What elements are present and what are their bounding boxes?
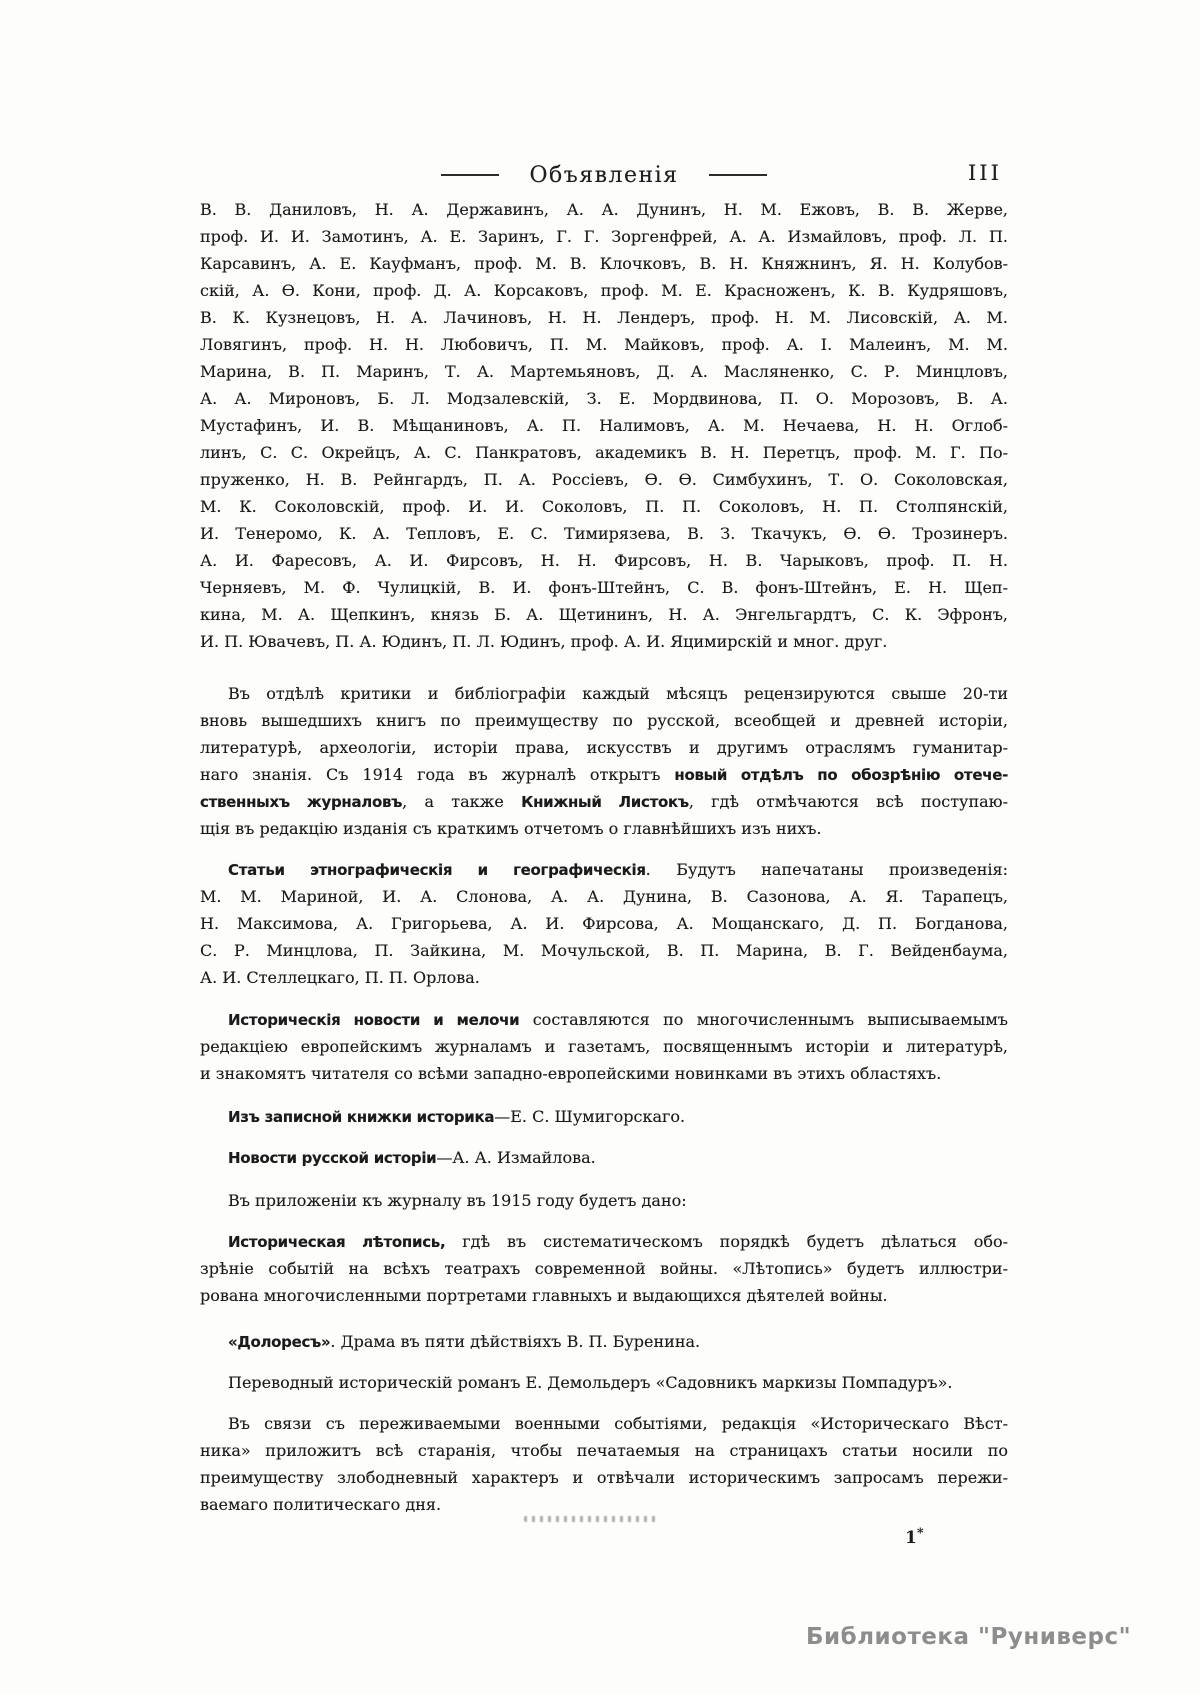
text-run: А. И. Фаресовъ, А. И. Фирсовъ, Н. Н. Фирсовъ, Н. В. Чарыковъ, проф. П. Н. <box>200 551 1008 570</box>
text-run: проф. И. И. Замотинъ, А. Е. Заринъ, Г. Г. Зоргенфрей, А. А. Измайловъ, проф. Л. П. <box>200 227 1008 246</box>
text-line <box>200 520 1008 547</box>
text-line <box>200 680 1008 707</box>
text-line <box>200 1187 1008 1214</box>
text-line <box>200 1060 1008 1087</box>
text-line <box>200 707 1008 734</box>
text-line <box>200 1464 1008 1491</box>
library-watermark: Библиотека "Руниверс" <box>806 1624 1132 1650</box>
bold-text-run: ственныхъ журналовъ <box>200 793 403 811</box>
text-run: пруженко, Н. В. Рейнгардъ, П. А. Россіевъ, Ѳ. Ѳ. Симбухинъ, Т. О. Соколовская, <box>200 470 1008 489</box>
text-line <box>200 1103 1008 1130</box>
text-run: Н. Максимова, А. Григорьева, А. И. Фирсова, А. Мощанскаго, Д. П. Богданова, <box>200 914 1008 933</box>
header-rule-left <box>441 174 499 176</box>
text-line <box>200 277 1008 304</box>
text-run: литературѣ, археологіи, исторіи права, искусствъ и другимъ отраслямъ гуманитар- <box>200 738 1008 757</box>
text-line <box>200 1255 1008 1282</box>
text-line <box>200 493 1008 520</box>
text-line <box>200 788 1008 815</box>
text-run: В. В. Даниловъ, Н. А. Державинъ, А. А. Дунинъ, Н. М. Ежовъ, В. В. Жерве, <box>200 200 1008 219</box>
text-line <box>200 1228 1008 1255</box>
text-line <box>200 466 1008 493</box>
text-run: Въ отдѣлѣ критики и библіографіи каждый мѣсяцъ рецензируются свыше 20-ти <box>228 684 1008 703</box>
paragraph <box>200 1328 1008 1355</box>
text-run: Переводный историческій романъ Е. Демольдеръ «Садовникъ маркизы Помпадуръ». <box>228 1373 953 1392</box>
text-run: И. П. Ювачевъ, П. А. Юдинъ, П. Л. Юдинъ, проф. А. И. Яцимирскій и мног. друг. <box>200 632 888 651</box>
text-line <box>200 883 1008 910</box>
paragraph <box>200 1103 1008 1130</box>
bold-text-run: Историческая лѣтопись, <box>228 1233 446 1251</box>
text-run: , гдѣ отмѣчаются всѣ поступаю- <box>688 792 1008 811</box>
text-line <box>200 196 1008 223</box>
text-line <box>200 964 1008 991</box>
text-run: составляются по многочисленнымъ выписываемымъ <box>519 1010 1008 1029</box>
text-line <box>200 223 1008 250</box>
text-line <box>200 1006 1008 1033</box>
text-line <box>200 1369 1008 1396</box>
text-run: ваемаго политическаго дня. <box>200 1495 442 1514</box>
signature-mark <box>905 1526 924 1548</box>
text-line <box>200 1144 1008 1171</box>
text-run: Мустафинъ, И. В. Мѣщаниновъ, А. П. Налимовъ, А. М. Нечаева, Н. Н. Оглоб- <box>200 416 1008 435</box>
text-run: А. И. Стеллецкаго, П. П. Орлова. <box>200 968 480 987</box>
bold-text-run: новый отдѣлъ по обозрѣнію отече- <box>674 766 1008 784</box>
text-line <box>200 734 1008 761</box>
text-line <box>200 385 1008 412</box>
text-run: М. М. Мариной, И. А. Слонова, А. А. Дунина, В. Сазонова, А. Я. Тарапецъ, <box>200 887 1008 906</box>
running-head <box>200 160 1008 190</box>
paragraph <box>200 196 1008 655</box>
text-line <box>200 856 1008 883</box>
scan-smudge-artifact <box>524 1516 656 1522</box>
text-line <box>200 937 1008 964</box>
bold-text-run: Новости русской исторіи <box>228 1149 437 1167</box>
text-run: наго знанія. Съ 1914 года въ журналѣ открытъ <box>200 765 675 784</box>
text-line <box>200 910 1008 937</box>
page-number: III <box>968 161 1002 185</box>
text-line <box>200 761 1008 788</box>
text-run: преимуществу злободневный характеръ и отвѣчали историческимъ запросамъ пережи- <box>200 1468 1008 1487</box>
text-line <box>200 1033 1008 1060</box>
text-run: Карсавинъ, А. Е. Кауфманъ, проф. М. В. Клочковъ, В. Н. Княжнинъ, Я. Н. Колубов- <box>200 254 1008 273</box>
text-run: , а также <box>402 792 522 811</box>
paragraph <box>200 1369 1008 1396</box>
text-run: Въ связи съ переживаемыми военными событіями, редакція «Историческаго Вѣст- <box>228 1414 1008 1433</box>
text-line <box>200 1328 1008 1355</box>
text-line <box>200 601 1008 628</box>
paragraph <box>200 1187 1008 1214</box>
text-run: скій, А. Ѳ. Кони, проф. Д. А. Корсаковъ, проф. М. Е. Красноженъ, К. В. Кудряшовъ, <box>200 281 1008 300</box>
paragraph <box>200 680 1008 842</box>
bold-text-run: Статьи этнографическія и географическія <box>228 861 646 879</box>
text-run: кина, М. А. Щепкинъ, князь Б. А. Щетининъ, Н. А. Энгельгардтъ, С. К. Эфронъ, <box>200 605 1008 624</box>
paragraph <box>200 1144 1008 1171</box>
text-run: гдѣ въ систематическомъ порядкѣ будетъ дѣлаться обо- <box>445 1232 1008 1251</box>
text-run: . Драма въ пяти дѣйствіяхъ В. П. Буренина. <box>330 1332 701 1351</box>
text-line <box>200 1491 1008 1518</box>
text-run: —Е. С. Шумигорскаго. <box>494 1107 686 1126</box>
text-line <box>200 547 1008 574</box>
text-run: ника» приложитъ всѣ старанія, чтобы печатаемыя на страницахъ статьи носили по <box>200 1441 1008 1460</box>
page-title: Объявленія <box>529 162 679 188</box>
paragraph <box>200 1006 1008 1087</box>
text-run: Марина, В. П. Маринъ, Т. А. Мартемьяновъ, Д. А. Масляненко, С. Р. Минцловъ, <box>200 362 1008 381</box>
text-line <box>200 628 1008 655</box>
text-run: И. Тенеромо, К. А. Тепловъ, Е. С. Тимирязева, В. З. Ткачукъ, Ѳ. Ѳ. Трозинеръ. <box>200 524 1008 543</box>
text-run: А. А. Мироновъ, Б. Л. Модзалевскій, З. Е. Мордвинова, П. О. Морозовъ, В. А. <box>200 389 1008 408</box>
text-run: Черняевъ, М. Ф. Чулицкій, В. И. фонъ-Штейнъ, С. В. фонъ-Штейнъ, Е. Н. Щеп- <box>200 578 1008 597</box>
text-run: В. К. Кузнецовъ, Н. А. Лачиновъ, Н. Н. Лендеръ, проф. Н. М. Лисовскій, А. М. <box>200 308 1008 327</box>
text-run: и знакомятъ читателя со всѣми западно-европейскими новинками въ этихъ областяхъ. <box>200 1064 942 1083</box>
bold-text-run: «Долоресъ» <box>228 1333 331 1351</box>
document-body <box>200 196 1008 1518</box>
bold-text-run: Книжный Листокъ <box>521 793 689 811</box>
text-run: Въ приложеніи къ журналу въ 1915 году будетъ дано: <box>228 1191 687 1210</box>
text-run: рована многочисленными портретами главныхъ и выдающихся дѣятелей войны. <box>200 1286 888 1305</box>
text-line <box>200 250 1008 277</box>
text-run: зрѣніе событій на всѣхъ театрахъ современной войны. «Лѣтопись» будетъ иллюстри- <box>200 1259 1008 1278</box>
text-run: —А. А. Измайлова. <box>436 1148 596 1167</box>
text-run: линъ, С. С. Окрейцъ, А. С. Панкратовъ, академикъ В. Н. Перетцъ, проф. М. Г. По- <box>200 443 1008 462</box>
paragraph <box>200 1228 1008 1309</box>
text-run: С. Р. Минцлова, П. Зайкина, М. Мочульской, В. П. Марина, В. Г. Вейденбаума, <box>200 941 1008 960</box>
text-line <box>200 1410 1008 1437</box>
bold-text-run: Историческія новости и мелочи <box>228 1011 520 1029</box>
text-line <box>200 1282 1008 1309</box>
text-line <box>200 439 1008 466</box>
paragraph <box>200 856 1008 991</box>
text-line <box>200 412 1008 439</box>
text-line <box>200 815 1008 842</box>
text-line <box>200 1437 1008 1464</box>
header-rule-right <box>709 174 767 176</box>
text-line <box>200 331 1008 358</box>
text-run: . Будутъ напечатаны произведенія: <box>645 860 1008 879</box>
text-line <box>200 574 1008 601</box>
signature-asterisk: * <box>916 1526 924 1541</box>
text-run: вновь вышедшихъ книгъ по преимуществу по русской, всеобщей и древней исторіи, <box>200 711 1008 730</box>
text-line <box>200 304 1008 331</box>
text-line <box>200 358 1008 385</box>
text-run: Ловягинъ, проф. Н. Н. Любовичъ, П. М. Майковъ, проф. А. І. Малеинъ, М. М. <box>200 335 1008 354</box>
text-run: щія въ редакцію изданія съ краткимъ отчетомъ о главнѣйшихъ изъ нихъ. <box>200 819 822 838</box>
text-run: М. К. Соколовскій, проф. И. И. Соколовъ, П. П. Соколовъ, Н. П. Столпянскій, <box>200 497 1008 516</box>
bold-text-run: Изъ записной книжки историка <box>228 1108 495 1126</box>
text-run: редакціею европейскимъ журналамъ и газетамъ, посвященнымъ исторіи и литературѣ, <box>200 1037 1008 1056</box>
signature-number: 1 <box>905 1528 917 1548</box>
paragraph <box>200 1410 1008 1518</box>
